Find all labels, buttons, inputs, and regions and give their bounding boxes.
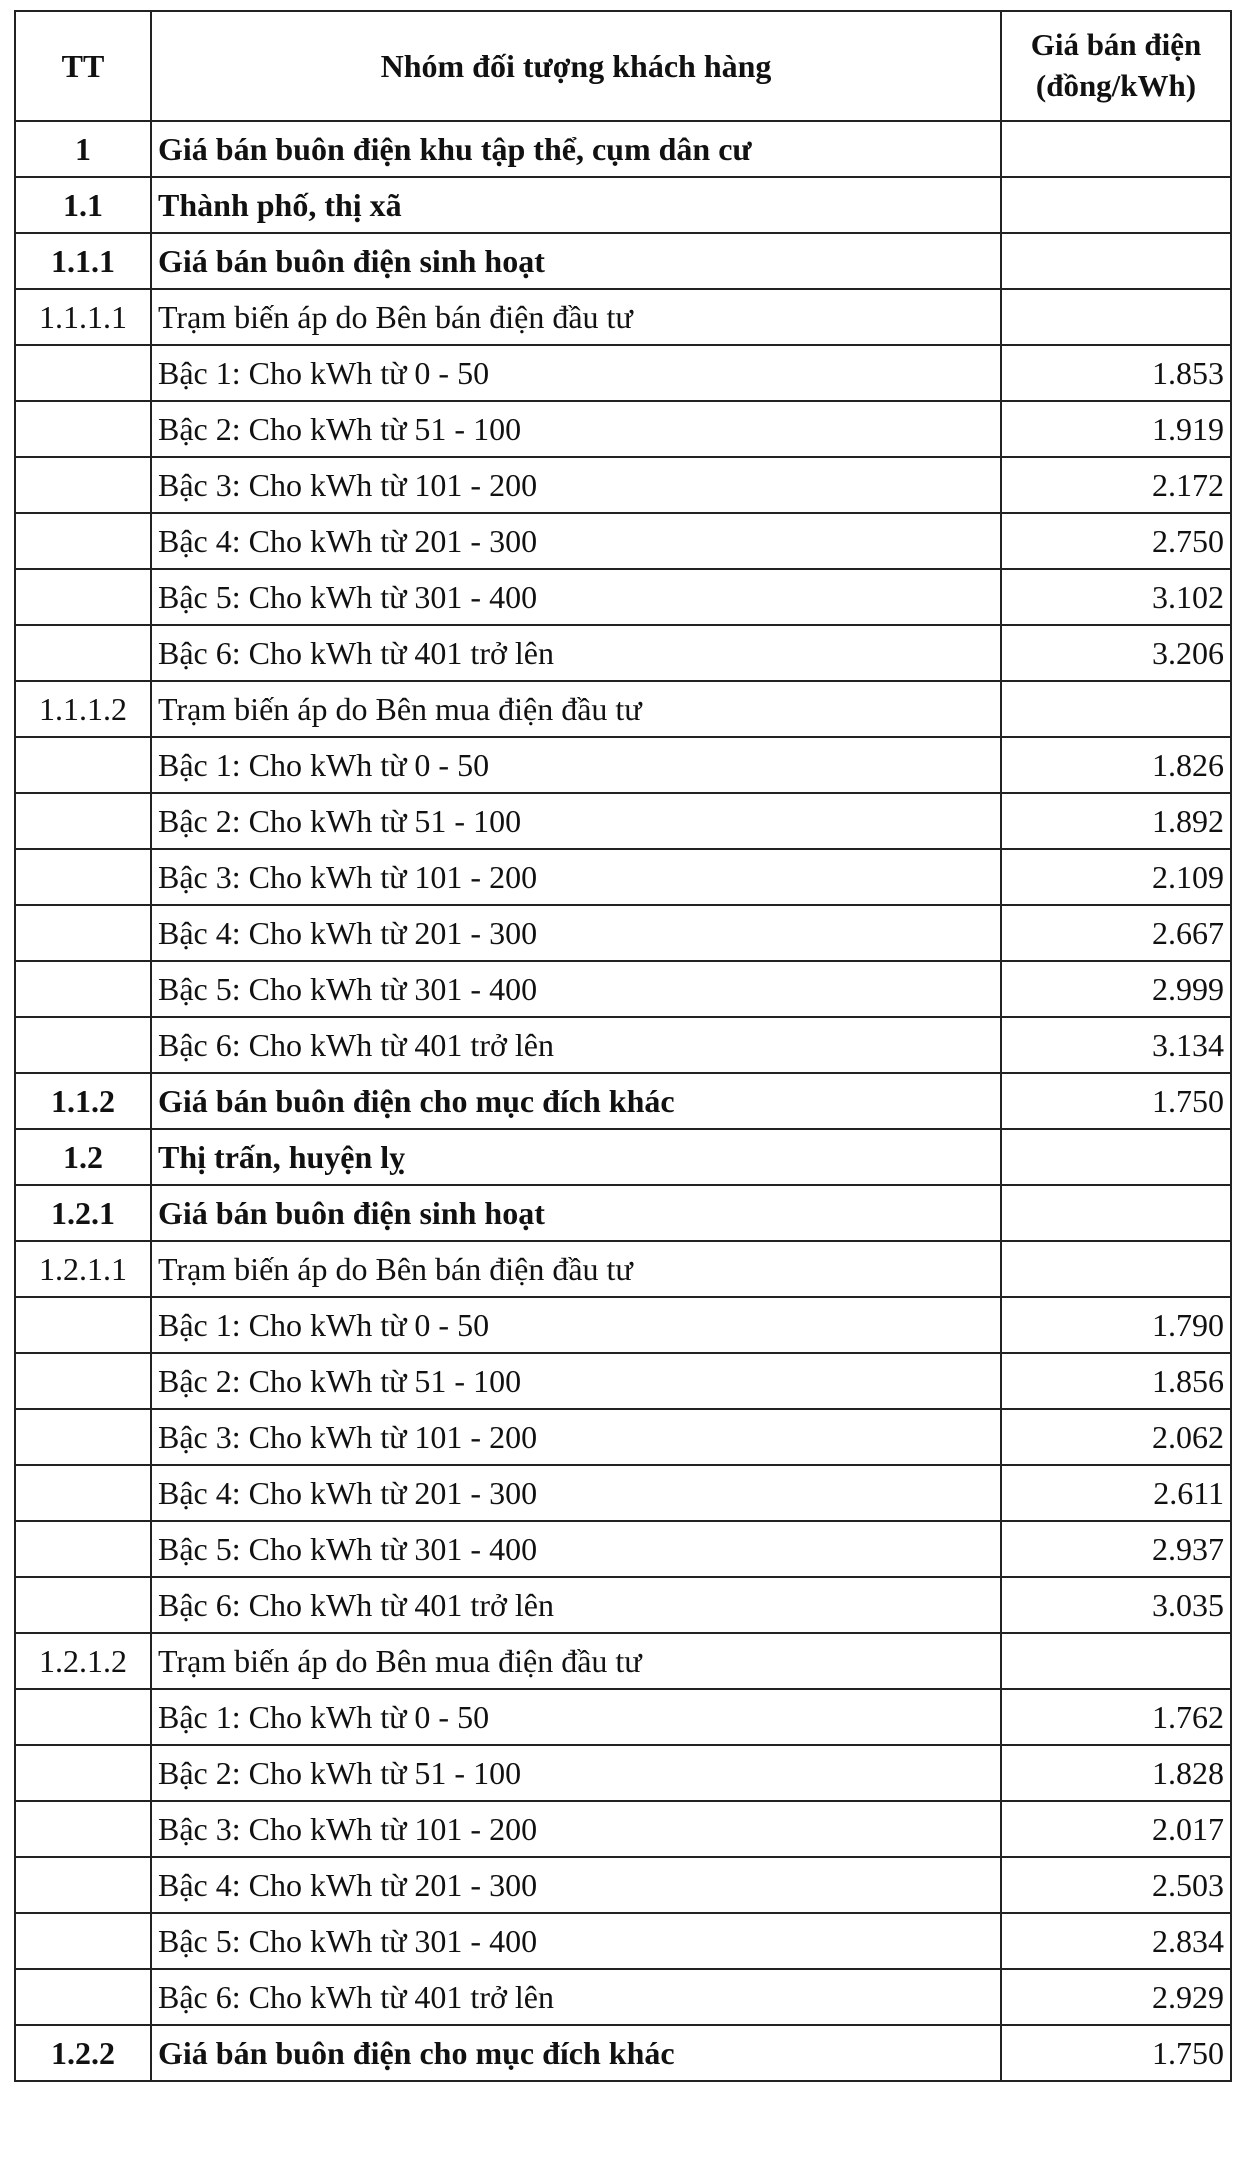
- row-tt: [15, 1801, 151, 1857]
- row-price: 2.750: [1001, 513, 1231, 569]
- row-customer-group: Bậc 5: Cho kWh từ 301 - 400: [151, 569, 1001, 625]
- table-row: [15, 177, 1231, 233]
- row-price: 3.206: [1001, 625, 1231, 681]
- table-row: [15, 121, 1231, 177]
- row-price: 2.109: [1001, 849, 1231, 905]
- row-customer-group: Giá bán buôn điện cho mục đích khác: [151, 1073, 1001, 1129]
- row-customer-group: Thị trấn, huyện lỵ: [151, 1129, 1001, 1185]
- row-tt: [15, 1521, 151, 1577]
- row-price: [1001, 1633, 1231, 1689]
- row-price: [1001, 1241, 1231, 1297]
- row-tt: [15, 905, 151, 961]
- row-tt: [15, 849, 151, 905]
- row-price: 3.134: [1001, 1017, 1231, 1073]
- row-price: 3.102: [1001, 569, 1231, 625]
- header-price-line1: Giá bán điện: [1030, 27, 1202, 63]
- table-row: [15, 849, 1231, 905]
- row-tt: [15, 457, 151, 513]
- row-customer-group: Bậc 1: Cho kWh từ 0 - 50: [151, 345, 1001, 401]
- row-tt: 1.1.1: [15, 233, 151, 289]
- row-customer-group: Bậc 3: Cho kWh từ 101 - 200: [151, 457, 1001, 513]
- row-customer-group: Bậc 1: Cho kWh từ 0 - 50: [151, 737, 1001, 793]
- row-customer-group: Bậc 6: Cho kWh từ 401 trở lên: [151, 1969, 1001, 2025]
- row-tt: [15, 961, 151, 1017]
- row-customer-group: Bậc 4: Cho kWh từ 201 - 300: [151, 1465, 1001, 1521]
- row-tt: [15, 1745, 151, 1801]
- row-tt: 1.1.2: [15, 1073, 151, 1129]
- row-price: 1.790: [1001, 1297, 1231, 1353]
- row-tt: [15, 1913, 151, 1969]
- row-customer-group: Thành phố, thị xã: [151, 177, 1001, 233]
- table-row: [15, 1185, 1231, 1241]
- tariff-document: [14, 10, 1230, 2082]
- row-customer-group: Bậc 4: Cho kWh từ 201 - 300: [151, 905, 1001, 961]
- table-row: [15, 1633, 1231, 1689]
- row-tt: 1.2: [15, 1129, 151, 1185]
- table-row: [15, 2025, 1231, 2081]
- table-row: [15, 1129, 1231, 1185]
- row-customer-group: Trạm biến áp do Bên bán điện đầu tư: [151, 1241, 1001, 1297]
- table-row: [15, 233, 1231, 289]
- row-customer-group: Bậc 2: Cho kWh từ 51 - 100: [151, 793, 1001, 849]
- row-price: 3.035: [1001, 1577, 1231, 1633]
- row-tt: [15, 1465, 151, 1521]
- row-price: [1001, 1129, 1231, 1185]
- row-tt: [15, 1969, 151, 2025]
- row-tt: 1.1.1.2: [15, 681, 151, 737]
- table-row: [15, 1017, 1231, 1073]
- row-tt: [15, 793, 151, 849]
- table-row: [15, 569, 1231, 625]
- row-price: 2.929: [1001, 1969, 1231, 2025]
- row-tt: 1.2.1: [15, 1185, 151, 1241]
- table-row: [15, 1297, 1231, 1353]
- row-price: 2.667: [1001, 905, 1231, 961]
- row-price: 1.853: [1001, 345, 1231, 401]
- row-tt: [15, 737, 151, 793]
- row-tt: [15, 1297, 151, 1353]
- row-price: [1001, 1185, 1231, 1241]
- row-price: [1001, 233, 1231, 289]
- table-row: [15, 1857, 1231, 1913]
- row-customer-group: Bậc 3: Cho kWh từ 101 - 200: [151, 849, 1001, 905]
- row-tt: [15, 401, 151, 457]
- header-tt: TT: [15, 11, 151, 121]
- row-customer-group: Bậc 5: Cho kWh từ 301 - 400: [151, 1521, 1001, 1577]
- row-tt: [15, 345, 151, 401]
- table-row: [15, 961, 1231, 1017]
- row-price: 1.828: [1001, 1745, 1231, 1801]
- table-row: [15, 1745, 1231, 1801]
- row-price: [1001, 681, 1231, 737]
- row-price: 2.172: [1001, 457, 1231, 513]
- table-body: [15, 121, 1231, 2081]
- row-price: 1.750: [1001, 2025, 1231, 2081]
- row-tt: 1: [15, 121, 151, 177]
- table-row: [15, 793, 1231, 849]
- row-tt: [15, 1409, 151, 1465]
- row-customer-group: Bậc 1: Cho kWh từ 0 - 50: [151, 1689, 1001, 1745]
- row-price: 1.762: [1001, 1689, 1231, 1745]
- table-row: [15, 289, 1231, 345]
- row-tt: 1.1.1.1: [15, 289, 151, 345]
- table-row: [15, 1465, 1231, 1521]
- table-row: [15, 1241, 1231, 1297]
- row-tt: [15, 1577, 151, 1633]
- header-customer-group: Nhóm đối tượng khách hàng: [151, 11, 1001, 121]
- row-customer-group: Giá bán buôn điện khu tập thể, cụm dân cư: [151, 121, 1001, 177]
- table-row: [15, 625, 1231, 681]
- row-tt: [15, 1857, 151, 1913]
- table-row: [15, 401, 1231, 457]
- table-row: [15, 681, 1231, 737]
- row-customer-group: Bậc 1: Cho kWh từ 0 - 50: [151, 1297, 1001, 1353]
- row-customer-group: Bậc 2: Cho kWh từ 51 - 100: [151, 401, 1001, 457]
- row-customer-group: Giá bán buôn điện sinh hoạt: [151, 233, 1001, 289]
- table-row: [15, 1353, 1231, 1409]
- row-customer-group: Bậc 5: Cho kWh từ 301 - 400: [151, 1913, 1001, 1969]
- row-customer-group: Trạm biến áp do Bên mua điện đầu tư: [151, 1633, 1001, 1689]
- row-tt: 1.2.1.2: [15, 1633, 151, 1689]
- row-customer-group: Bậc 3: Cho kWh từ 101 - 200: [151, 1409, 1001, 1465]
- row-price: 1.856: [1001, 1353, 1231, 1409]
- table-row: [15, 1689, 1231, 1745]
- header-row: [15, 11, 1231, 121]
- row-tt: 1.1: [15, 177, 151, 233]
- header-price-line2: (đồng/kWh): [1035, 68, 1197, 103]
- row-customer-group: Bậc 5: Cho kWh từ 301 - 400: [151, 961, 1001, 1017]
- table-row: [15, 1913, 1231, 1969]
- table-row: [15, 905, 1231, 961]
- row-price: 2.834: [1001, 1913, 1231, 1969]
- row-price: 2.503: [1001, 1857, 1231, 1913]
- row-customer-group: Trạm biến áp do Bên mua điện đầu tư: [151, 681, 1001, 737]
- row-tt: 1.2.2: [15, 2025, 151, 2081]
- row-customer-group: Bậc 4: Cho kWh từ 201 - 300: [151, 1857, 1001, 1913]
- row-customer-group: Bậc 6: Cho kWh từ 401 trở lên: [151, 1017, 1001, 1073]
- header-price: [1001, 11, 1231, 121]
- row-customer-group: Giá bán buôn điện cho mục đích khác: [151, 2025, 1001, 2081]
- row-price: [1001, 289, 1231, 345]
- row-customer-group: Bậc 3: Cho kWh từ 101 - 200: [151, 1801, 1001, 1857]
- row-tt: [15, 625, 151, 681]
- row-customer-group: Bậc 6: Cho kWh từ 401 trở lên: [151, 625, 1001, 681]
- row-customer-group: Trạm biến áp do Bên bán điện đầu tư: [151, 289, 1001, 345]
- table-row: [15, 1969, 1231, 2025]
- row-tt: [15, 1353, 151, 1409]
- table-row: [15, 345, 1231, 401]
- row-customer-group: Bậc 2: Cho kWh từ 51 - 100: [151, 1745, 1001, 1801]
- row-price: 2.611: [1001, 1465, 1231, 1521]
- row-price: 1.919: [1001, 401, 1231, 457]
- table-row: [15, 1801, 1231, 1857]
- row-price: 2.062: [1001, 1409, 1231, 1465]
- row-tt: [15, 569, 151, 625]
- table-row: [15, 737, 1231, 793]
- table-row: [15, 1577, 1231, 1633]
- row-price: 1.892: [1001, 793, 1231, 849]
- table-row: [15, 1409, 1231, 1465]
- row-price: 2.937: [1001, 1521, 1231, 1577]
- row-price: 2.999: [1001, 961, 1231, 1017]
- row-price: 1.750: [1001, 1073, 1231, 1129]
- row-price: 1.826: [1001, 737, 1231, 793]
- table-row: [15, 1521, 1231, 1577]
- row-customer-group: Bậc 6: Cho kWh từ 401 trở lên: [151, 1577, 1001, 1633]
- row-price: [1001, 121, 1231, 177]
- table-row: [15, 1073, 1231, 1129]
- table-row: [15, 457, 1231, 513]
- row-price: [1001, 177, 1231, 233]
- row-customer-group: Giá bán buôn điện sinh hoạt: [151, 1185, 1001, 1241]
- row-customer-group: Bậc 2: Cho kWh từ 51 - 100: [151, 1353, 1001, 1409]
- row-tt: [15, 1017, 151, 1073]
- row-tt: [15, 1689, 151, 1745]
- table-row: [15, 513, 1231, 569]
- tariff-table: [14, 10, 1232, 2082]
- row-tt: [15, 513, 151, 569]
- row-tt: 1.2.1.1: [15, 1241, 151, 1297]
- table-header: [15, 11, 1231, 121]
- row-price: 2.017: [1001, 1801, 1231, 1857]
- row-customer-group: Bậc 4: Cho kWh từ 201 - 300: [151, 513, 1001, 569]
